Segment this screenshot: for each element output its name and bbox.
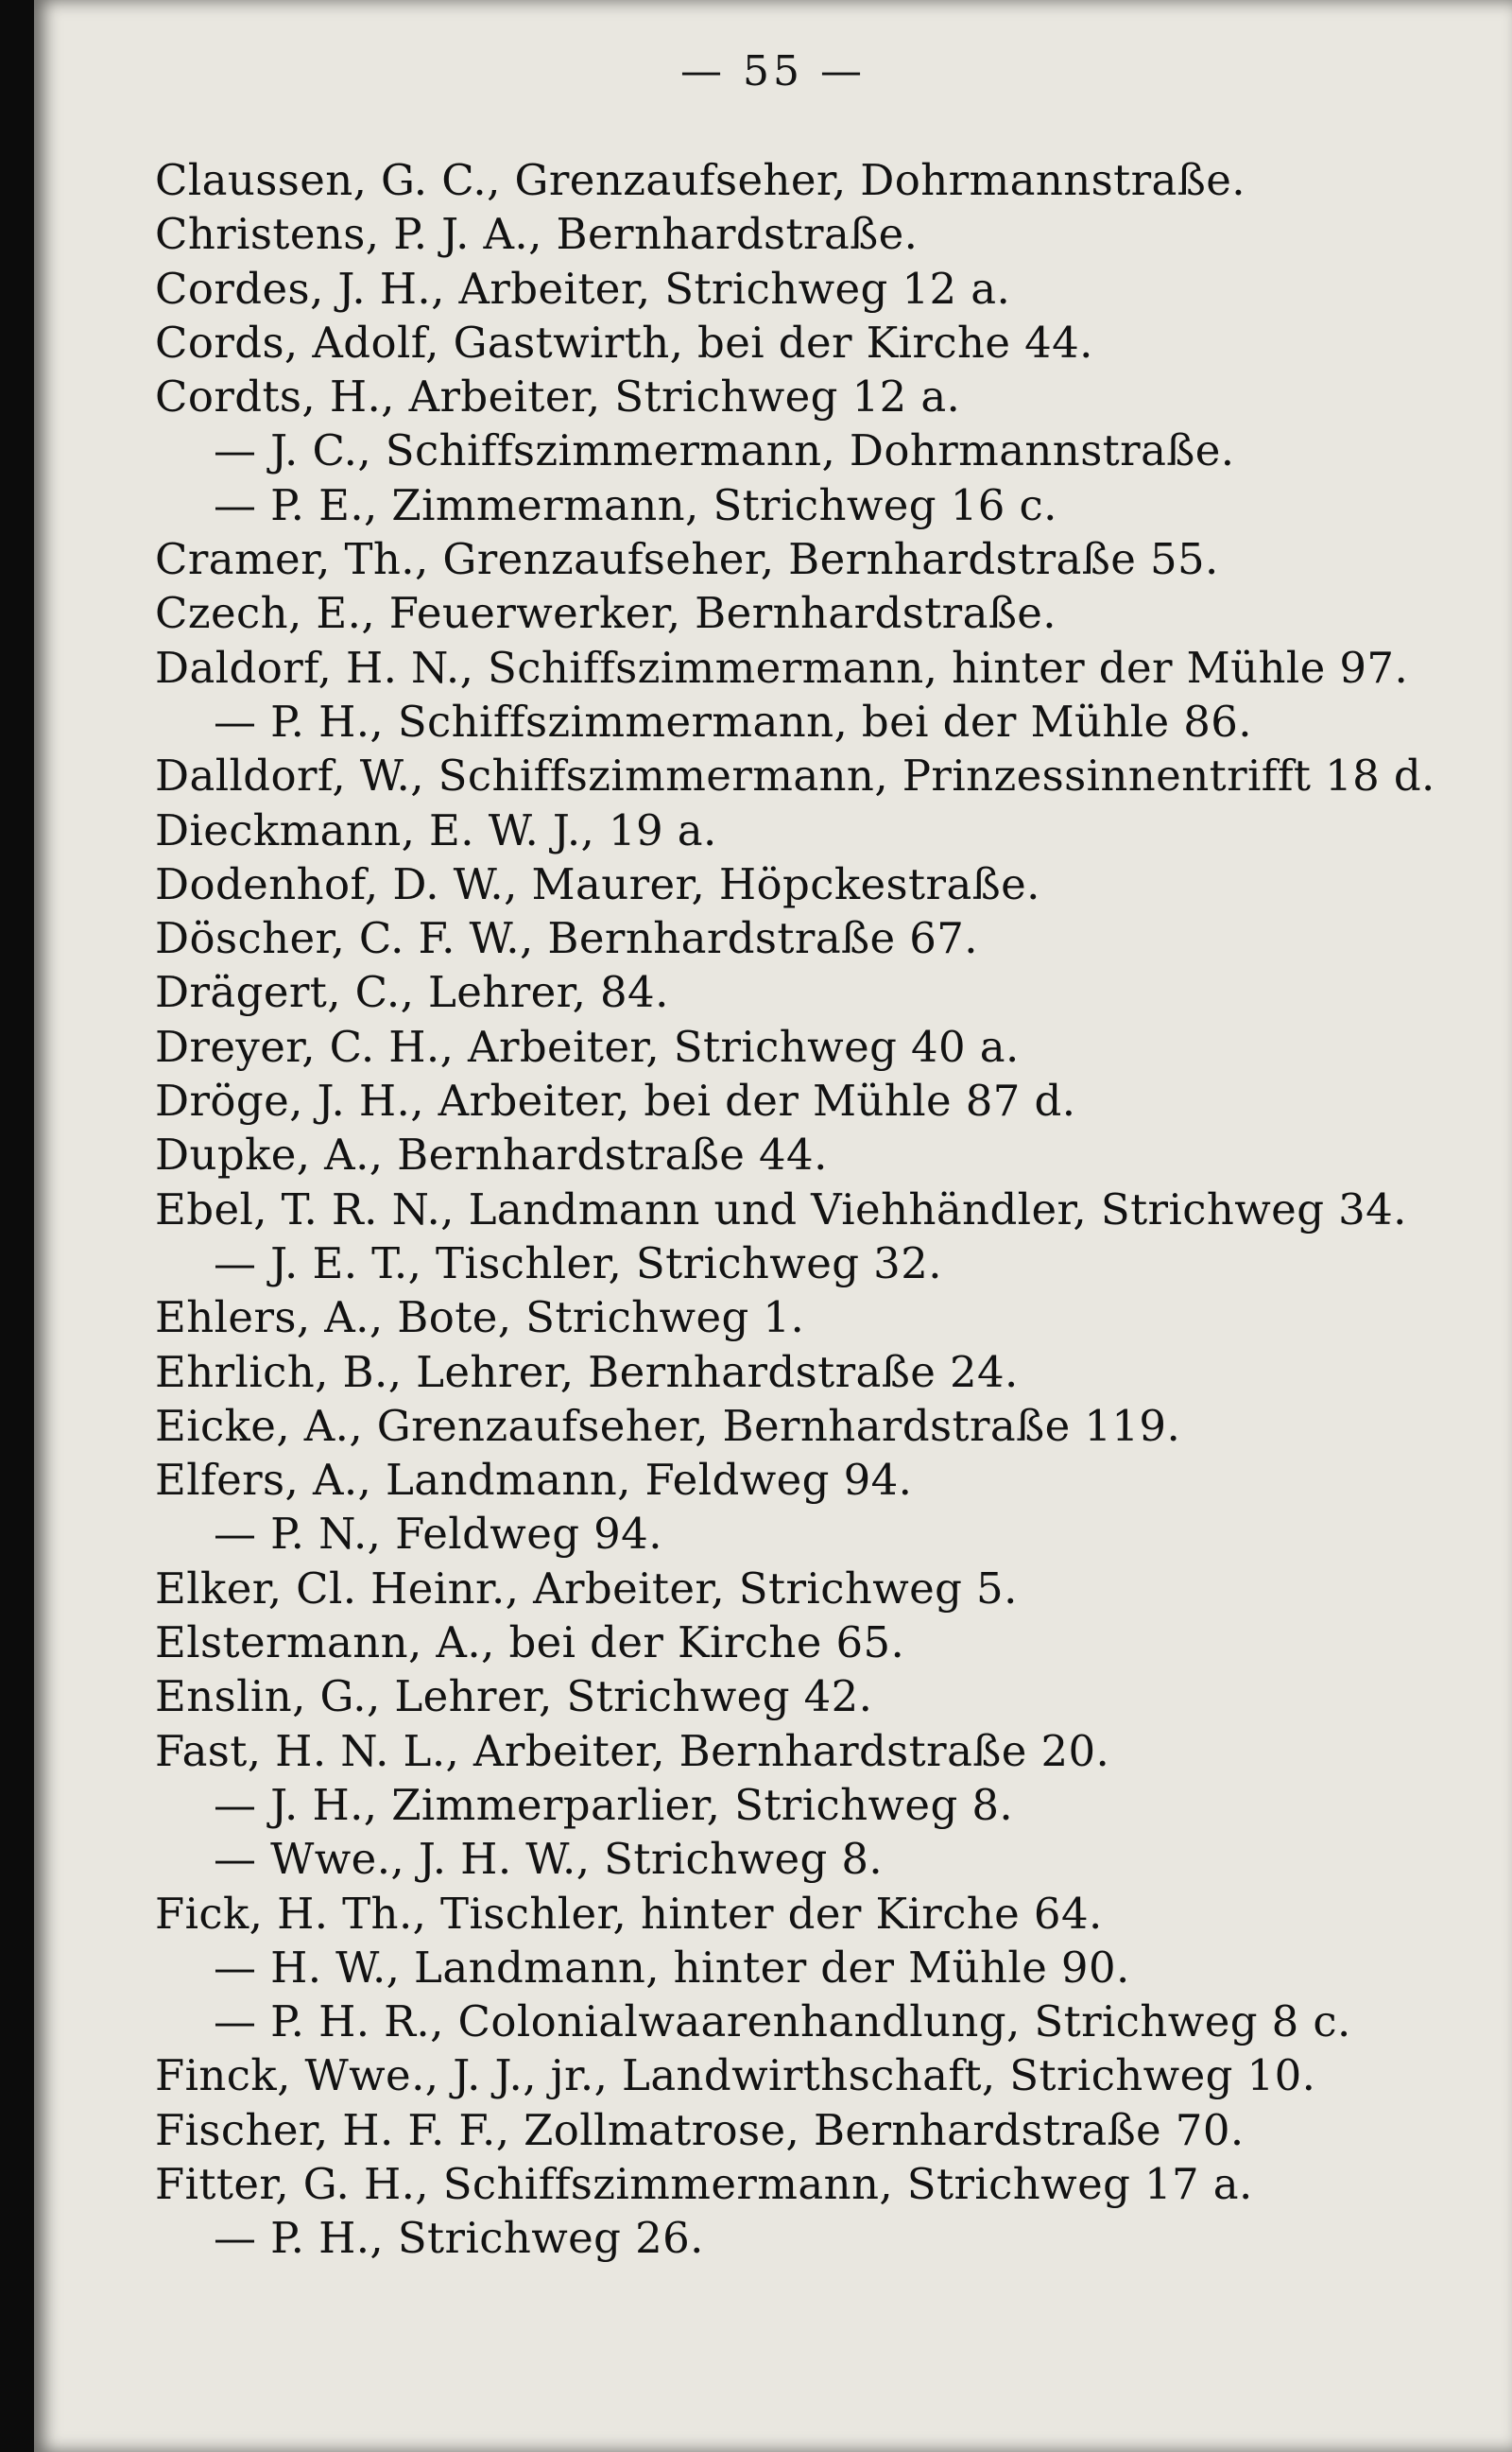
directory-entry: — P. H., Strichweg 26.	[214, 2213, 704, 2264]
directory-entry: Fast, H. N. L., Arbeiter, Bernhardstraße 20.	[155, 1725, 1110, 1776]
directory-entry: Daldorf, H. N., Schiffszimmermann, hinter der Mühle 97.	[155, 642, 1409, 693]
directory-entry: Christens, P. J. A., Bernhardstraße.	[155, 209, 919, 260]
directory-entry: Ehrlich, B., Lehrer, Bernhardstraße 24.	[155, 1346, 1019, 1397]
directory-entry: Fischer, H. F. F., Zollmatrose, Bernhardstraße 70.	[155, 2104, 1245, 2155]
entry-list	[155, 153, 1478, 2266]
directory-entry: Dreyer, C. H., Arbeiter, Strichweg 40 a.	[155, 1021, 1020, 1072]
directory-entry: Elker, Cl. Heinr., Arbeiter, Strichweg 5.	[155, 1563, 1018, 1614]
directory-entry: — Wwe., J. H. W., Strichweg 8.	[214, 1834, 884, 1885]
directory-entry: Cramer, Th., Grenzaufseher, Bernhardstraße 55.	[155, 534, 1219, 585]
directory-entry: Eicke, A., Grenzaufseher, Bernhardstraße 119.	[155, 1400, 1181, 1451]
directory-entry: Drägert, C., Lehrer, 84.	[155, 967, 669, 1018]
directory-entry: — J. H., Zimmerparlier, Strichweg 8.	[214, 1779, 1014, 1830]
directory-entry: Ebel, T. R. N., Landmann und Viehhändler, Strichweg 34.	[155, 1183, 1407, 1235]
directory-entry: Dröge, J. H., Arbeiter, bei der Mühle 87 d.	[155, 1076, 1076, 1127]
directory-entry: Dieckmann, E. W. J., 19 a.	[155, 804, 717, 855]
directory-entry: Dupke, A., Bernhardstraße 44.	[155, 1130, 828, 1181]
directory-entry: Cords, Adolf, Gastwirth, bei der Kirche 44.	[155, 317, 1093, 368]
directory-entry: Elfers, A., Landmann, Feldweg 94.	[155, 1455, 913, 1506]
directory-entry: — J. E. T., Tischler, Strichweg 32.	[214, 1237, 942, 1288]
directory-entry: Döscher, C. F. W., Bernhardstraße 67.	[155, 913, 979, 964]
directory-entry: Czech, E., Feuerwerker, Bernhardstraße.	[155, 588, 1057, 639]
directory-entry: Elstermann, A., bei der Kirche 65.	[155, 1617, 905, 1668]
directory-entry: Cordes, J. H., Arbeiter, Strichweg 12 a.	[155, 263, 1011, 314]
directory-entry: — P. E., Zimmermann, Strichweg 16 c.	[214, 479, 1057, 530]
directory-entry: Claussen, G. C., Grenzaufseher, Dohrmannstraße.	[155, 155, 1246, 205]
directory-entry: Dalldorf, W., Schiffszimmermann, Prinzessinnentrifft 18 d.	[155, 751, 1435, 802]
directory-entry: Enslin, G., Lehrer, Strichweg 42.	[155, 1671, 873, 1722]
directory-entry: — P. H., Schiffszimmermann, bei der Mühle 86.	[214, 696, 1253, 747]
directory-entry: Dodenhof, D. W., Maurer, Höpckestraße.	[155, 858, 1040, 909]
directory-entry: — P. H. R., Colonialwaarenhandlung, Strichweg 8 c.	[214, 1996, 1351, 2047]
directory-page	[34, 0, 1512, 2452]
directory-entry: Cordts, H., Arbeiter, Strichweg 12 a.	[155, 371, 961, 423]
directory-entry: — H. W., Landmann, hinter der Mühle 90.	[214, 1942, 1130, 1993]
directory-entry: Fitter, G. H., Schiffszimmermann, Strichweg 17 a.	[155, 2158, 1253, 2209]
directory-entry: Ehlers, A., Bote, Strichweg 1.	[155, 1292, 805, 1343]
directory-entry: — J. C., Schiffszimmermann, Dohrmannstraße.	[214, 425, 1235, 476]
page-number: — 55 —	[680, 47, 866, 95]
directory-entry: Fick, H. Th., Tischler, hinter der Kirche 64.	[155, 1888, 1103, 1939]
directory-entry: — P. N., Feldweg 94.	[214, 1509, 662, 1560]
directory-entry: Finck, Wwe., J. J., jr., Landwirthschaft, Strichweg 10.	[155, 2050, 1316, 2101]
